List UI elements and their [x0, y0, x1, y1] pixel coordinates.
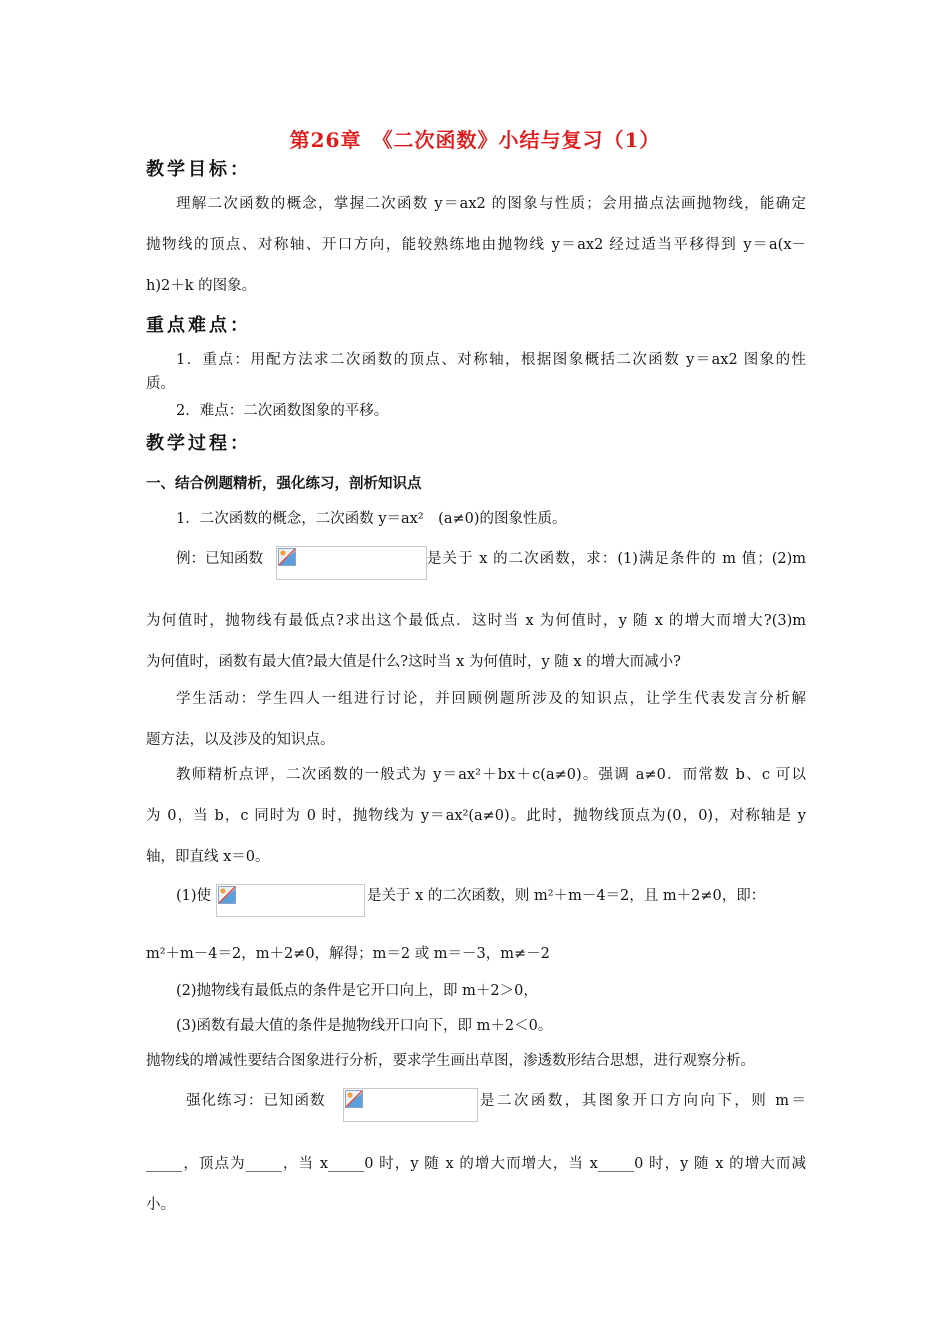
- part1-title: 一、结合例题精析，强化练习，剖析知识点: [146, 475, 422, 492]
- solution-1-suffix: 是关于 x 的二次函数，则 m²＋m－4＝2，且 m＋2≠0，即：: [367, 888, 766, 904]
- example-suffix: 是关于 x 的二次函数，求：(1)满足条件的 m 值；(2)m: [427, 551, 806, 567]
- teacher-line-2: 为 0，当 b，c 同时为 0 时，抛物线为 y＝ax²(a≠0)。此时，抛物线顶点为(0，0)，对称轴是 y: [146, 808, 806, 824]
- solution-1-prefix: (1)使: [176, 888, 212, 904]
- goals-line-3: h)2＋k 的图象。: [146, 278, 257, 294]
- broken-image-icon: [218, 886, 236, 904]
- activity-line-2: 题方法，以及涉及的知识点。: [146, 732, 335, 748]
- solution-2: (2)抛物线有最低点的条件是它开口向上，即 m＋2＞0，: [176, 983, 538, 999]
- analysis-note: 抛物线的增减性要结合图象进行分析，要求学生画出草图，渗透数形结合思想，进行观察分析。: [146, 1053, 755, 1069]
- goals-heading: 教学目标：: [146, 159, 251, 180]
- page-title: 第26章 《二次函数》小结与复习（1）: [289, 128, 661, 152]
- solution-3: (3)函数有最大值的条件是抛物线开口向下，即 m＋2＜0。: [176, 1018, 553, 1034]
- broken-image-icon: [278, 548, 296, 566]
- difficulty-heading: 重点难点：: [146, 315, 251, 336]
- item-1: 1．二次函数的概念，二次函数 y＝ax² (a≠0)的图象性质。: [176, 511, 567, 527]
- solution-1-line-2: m²＋m－4＝2，m＋2≠0，解得；m＝2 或 m＝－3，m≠－2: [146, 946, 550, 962]
- process-heading: 教学过程：: [146, 433, 251, 454]
- goals-line-2: 抛物线的顶点、对称轴、开口方向，能较熟练地由抛物线 y＝ax2 经过适当平移得到 y＝a(x－: [146, 237, 806, 253]
- practice-line-3: 小。: [146, 1197, 175, 1213]
- practice-prefix: 强化练习：已知函数: [186, 1093, 326, 1109]
- formula-image-3: [343, 1088, 478, 1122]
- teacher-line-3: 轴，即直线 x＝0。: [146, 849, 270, 865]
- example-prefix: 例：已知函数: [176, 551, 263, 567]
- practice-suffix: 是二次函数，其图象开口方向向下，则 m＝: [480, 1093, 806, 1109]
- goals-line-1: 理解二次函数的概念，掌握二次函数 y＝ax2 的图象与性质；会用描点法画抛物线，能确定: [176, 196, 806, 212]
- example-line-2: 为何值时，抛物线有最低点?求出这个最低点．这时当 x 为何值时，y 随 x 的增大而增大?(3)m: [146, 613, 806, 629]
- teacher-line-1: 教师精析点评，二次函数的一般式为 y＝ax²＋bx＋c(a≠0)。强调 a≠0．而常数 b、c 可以: [176, 767, 806, 783]
- key-point-line-1: 1．重点：用配方法求二次函数的顶点、对称轴，根据图象概括二次函数 y＝ax2 图象的性: [176, 352, 806, 368]
- broken-image-icon: [345, 1090, 363, 1108]
- key-point-line-2: 质。: [146, 376, 175, 392]
- formula-image-1: [276, 546, 427, 580]
- formula-image-2: [216, 884, 365, 917]
- activity-line-1: 学生活动：学生四人一组进行讨论，并回顾例题所涉及的知识点，让学生代表发言分析解: [176, 691, 806, 707]
- example-line-3: 为何值时，函数有最大值?最大值是什么?这时当 x 为何值时，y 随 x 的增大而减小?: [146, 654, 681, 670]
- difficult-point: 2．难点：二次函数图象的平移。: [176, 403, 389, 419]
- practice-line-2: _____，顶点为_____，当 x_____0 时，y 随 x 的增大而增大，当 x_____0 时，y 随 x 的增大而减: [146, 1156, 806, 1172]
